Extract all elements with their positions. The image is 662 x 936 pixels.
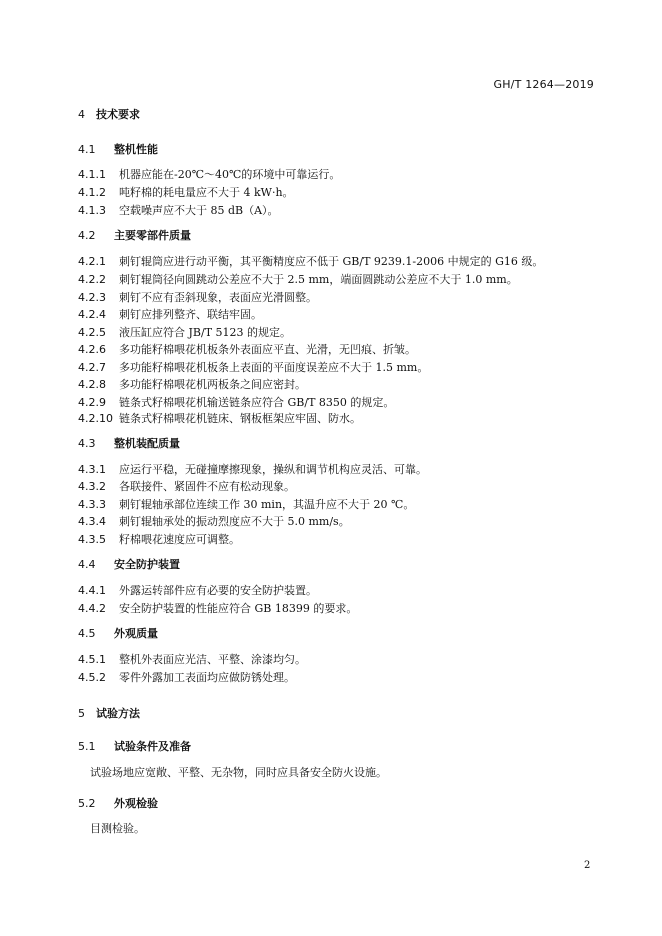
clause-line bbox=[78, 204, 279, 218]
subsection-heading bbox=[78, 437, 180, 451]
clause-number: 4.2.2 bbox=[78, 273, 106, 286]
clause-number: 4.2.7 bbox=[78, 361, 106, 374]
subsection-heading bbox=[78, 797, 158, 811]
clause-text: 刺钉不应有歪斜现象，表面应光滑圆整。 bbox=[119, 291, 317, 304]
clause-number: 4.2.8 bbox=[78, 378, 106, 391]
page-number: 2 bbox=[584, 860, 591, 871]
clause-line bbox=[78, 326, 291, 340]
clause-number: 4.3 bbox=[78, 437, 96, 450]
clause-line bbox=[78, 273, 518, 287]
clause-line bbox=[78, 653, 306, 667]
clause-text: 应运行平稳，无碰撞摩擦现象，操纵和调节机构应灵活、可靠。 bbox=[119, 463, 427, 476]
clause-number: 4.2.1 bbox=[78, 255, 106, 268]
clause-line bbox=[78, 480, 295, 494]
clause-number: 4.1.2 bbox=[78, 186, 106, 199]
clause-text: 技术要求 bbox=[96, 108, 140, 121]
clause-line bbox=[78, 378, 306, 392]
document-header: GH/T 1264—2019 bbox=[493, 78, 594, 91]
clause-text: 整机性能 bbox=[114, 143, 158, 156]
clause-text: 试验场地应宽敞、平整、无杂物，同时应具备安全防火设施。 bbox=[90, 766, 387, 779]
clause-number: 5.1 bbox=[78, 740, 96, 753]
clause-text: 目测检验。 bbox=[90, 822, 145, 835]
clause-line bbox=[78, 533, 240, 547]
clause-text: 外露运转部件应有必要的安全防护装置。 bbox=[119, 584, 317, 597]
clause-text: 整机外表面应光洁、平整、涂漆均匀。 bbox=[119, 653, 306, 666]
clause-text: 整机装配质量 bbox=[114, 437, 180, 450]
clause-text: 机器应能在-20℃～40℃的环境中可靠运行。 bbox=[119, 168, 341, 181]
clause-number: 5.2 bbox=[78, 797, 96, 810]
clause-text: 多功能籽棉喂花机板条外表面应平直、光滑，无凹痕、折皱。 bbox=[119, 343, 416, 356]
clause-line bbox=[78, 412, 361, 426]
clause-line bbox=[78, 291, 317, 305]
clause-text: 外观质量 bbox=[114, 627, 158, 640]
paragraph bbox=[90, 822, 145, 836]
clause-number: 4.4 bbox=[78, 558, 96, 571]
clause-text: 链条式籽棉喂花机输送链条应符合 GB/T 8350 的规定。 bbox=[119, 396, 395, 409]
clause-number: 4.2.6 bbox=[78, 343, 106, 356]
clause-text: 吨籽棉的耗电量应不大于 4 kW·h。 bbox=[119, 186, 294, 199]
clause-number: 4.1.3 bbox=[78, 204, 106, 217]
section-heading bbox=[78, 707, 140, 721]
clause-line bbox=[78, 602, 357, 616]
clause-number: 4.3.1 bbox=[78, 463, 106, 476]
clause-number: 4.2 bbox=[78, 229, 96, 242]
subsection-heading bbox=[78, 229, 191, 243]
clause-text: 刺钉辊筒径向圆跳动公差应不大于 2.5 mm，端面圆跳动公差应不大于 1.0 mm。 bbox=[119, 273, 518, 286]
clause-text: 外观检验 bbox=[114, 797, 158, 810]
subsection-heading bbox=[78, 558, 180, 572]
clause-number: 4.3.2 bbox=[78, 480, 106, 493]
clause-text: 刺钉应排列整齐、联结牢固。 bbox=[119, 308, 262, 321]
clause-text: 液压缸应符合 JB/T 5123 的规定。 bbox=[119, 326, 292, 339]
clause-number: 4.5 bbox=[78, 627, 96, 640]
clause-text: 多功能籽棉喂花机两板条之间应密封。 bbox=[119, 378, 306, 391]
clause-text: 链条式籽棉喂花机链床、钢板框架应牢固、防水。 bbox=[119, 412, 361, 425]
clause-line bbox=[78, 498, 414, 512]
clause-line bbox=[78, 186, 294, 200]
subsection-heading bbox=[78, 740, 191, 754]
clause-number: 4.2.5 bbox=[78, 326, 106, 339]
clause-line bbox=[78, 463, 427, 477]
clause-number: 4.4.1 bbox=[78, 584, 106, 597]
clause-number: 4.2.10 bbox=[78, 412, 113, 425]
clause-text: 多功能籽棉喂花机板条上表面的平面度误差应不大于 1.5 mm。 bbox=[119, 361, 429, 374]
clause-text: 刺钉辊轴承处的振动烈度应不大于 5.0 mm/s。 bbox=[119, 515, 350, 528]
subsection-heading bbox=[78, 143, 158, 157]
clause-text: 主要零部件质量 bbox=[114, 229, 191, 242]
clause-line bbox=[78, 671, 295, 685]
paragraph bbox=[90, 766, 387, 780]
clause-line bbox=[78, 515, 350, 529]
clause-number: 4.1 bbox=[78, 143, 96, 156]
clause-number: 4.3.3 bbox=[78, 498, 106, 511]
clause-text: 籽棉喂花速度应可调整。 bbox=[119, 533, 240, 546]
clause-text: 空载噪声应不大于 85 dB（A）。 bbox=[119, 204, 279, 217]
clause-number: 4 bbox=[78, 108, 85, 121]
clause-number: 4.1.1 bbox=[78, 168, 106, 181]
clause-line bbox=[78, 584, 317, 598]
clause-line bbox=[78, 396, 394, 410]
section-heading bbox=[78, 108, 140, 122]
clause-number: 4.4.2 bbox=[78, 602, 106, 615]
clause-number: 5 bbox=[78, 707, 85, 720]
clause-text: 刺钉辊轴承部位连续工作 30 min，其温升应不大于 20 ℃。 bbox=[119, 498, 415, 511]
clause-line bbox=[78, 255, 543, 269]
clause-text: 试验条件及准备 bbox=[114, 740, 191, 753]
clause-line bbox=[78, 308, 262, 322]
clause-text: 试验方法 bbox=[96, 707, 140, 720]
clause-number: 4.5.2 bbox=[78, 671, 106, 684]
subsection-heading bbox=[78, 627, 158, 641]
clause-number: 4.2.4 bbox=[78, 308, 106, 321]
clause-number: 4.5.1 bbox=[78, 653, 106, 666]
clause-text: 安全防护装置的性能应符合 GB 18399 的要求。 bbox=[119, 602, 358, 615]
clause-line bbox=[78, 343, 416, 357]
clause-line bbox=[78, 168, 340, 182]
clause-number: 4.2.3 bbox=[78, 291, 106, 304]
clause-number: 4.3.4 bbox=[78, 515, 106, 528]
clause-number: 4.2.9 bbox=[78, 396, 106, 409]
clause-number: 4.3.5 bbox=[78, 533, 106, 546]
clause-text: 零件外露加工表面均应做防锈处理。 bbox=[119, 671, 295, 684]
clause-line bbox=[78, 361, 428, 375]
clause-text: 各联接件、紧固件不应有松动现象。 bbox=[119, 480, 295, 493]
clause-text: 安全防护装置 bbox=[114, 558, 180, 571]
clause-text: 刺钉辊筒应进行动平衡，其平衡精度应不低于 GB/T 9239.1-2006 中规定的 G16 级。 bbox=[119, 255, 544, 268]
